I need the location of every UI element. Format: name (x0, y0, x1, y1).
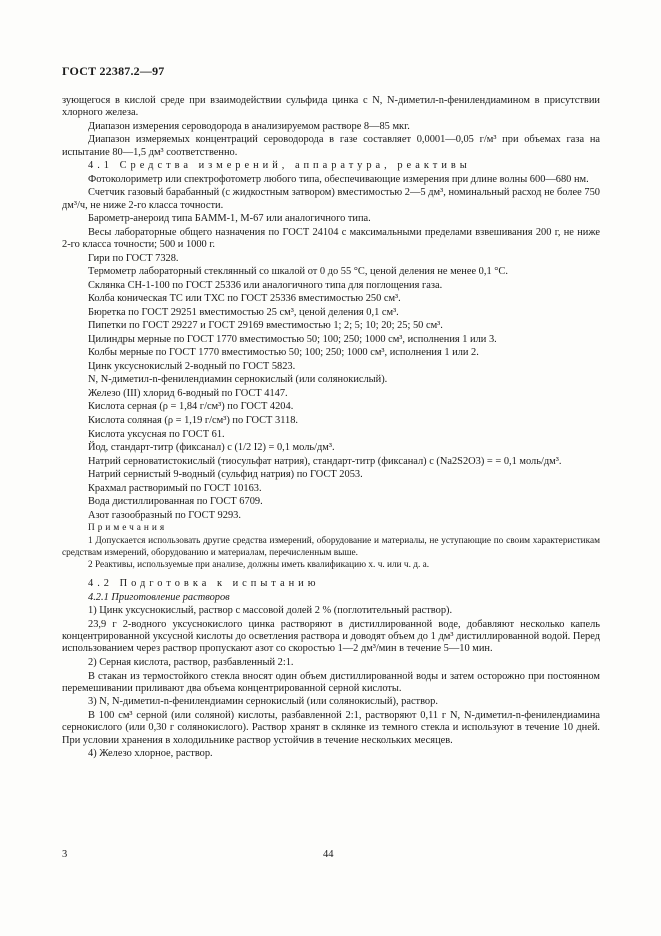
subsection-heading: 4.2.1 Приготовление растворов (88, 591, 230, 603)
paragraph: Йод, стандарт-титр (фиксанал) с (1/2 I2) = 0,1 моль/дм³. (88, 442, 335, 454)
paragraph: 1) Цинк уксуснокислый, раствор с массовой долей 2 % (поглотительный раствор). (88, 605, 453, 617)
paragraph: зующегося в кислой среде при взаимодействии сульфида цинка с N, N-диметил-n-фенилендиамином в присутствии хлорного железа. (62, 95, 600, 119)
paragraph: Склянка СН-1-100 по ГОСТ 25336 или аналогичного типа для поглощения газа. (88, 279, 443, 291)
paragraph: Счетчик газовый барабанный (с жидкостным затвором) вместимостью 2—5 дм³, номинальный расход не более 750 дм³/ч, не ниже 2-го класса точности. (62, 187, 600, 211)
paragraph: Колбы мерные по ГОСТ 1770 вместимостью 50; 100; 250; 1000 см³, исполнения 1 или 2. (88, 347, 479, 359)
document-header: ГОСТ 22387.2—97 (62, 64, 165, 78)
paragraph: 4) Железо хлорное, раствор. (88, 748, 213, 760)
paragraph: Цилиндры мерные по ГОСТ 1770 вместимостью 50; 100; 250; 1000 см³, исполнения 1 или 3. (88, 333, 497, 345)
paragraph: Железо (III) хлорид 6-водный по ГОСТ 4147. (88, 387, 288, 399)
footer-edition-mark: 3 (62, 849, 68, 860)
document-body (62, 95, 600, 762)
paragraph: Натрий серноватистокислый (тиосульфат натрия), стандарт-титр (фиксанал) с (Na2S2O3) = = 0,1 моль/дм³. (88, 455, 562, 467)
paragraph: Пипетки по ГОСТ 29227 и ГОСТ 29169 вместимостью 1; 2; 5; 10; 20; 25; 50 см³. (88, 320, 443, 332)
paragraph: В стакан из термостойкого стекла вносят один объем дистиллированной воды и затем осторожно при постоянном перемешивании приливают два объема концентрированной серной кислоты. (62, 670, 600, 694)
paragraph: Диапазон измерения сероводорода в анализируемом растворе 8—85 мкг. (88, 120, 410, 132)
paragraph: Вода дистиллированная по ГОСТ 6709. (88, 496, 263, 508)
paragraph: Цинк уксуснокислый 2-водный по ГОСТ 5823. (88, 360, 296, 372)
section-heading: 4.1 Средства измерений, аппаратура, реактивы (88, 160, 471, 172)
notes-block (62, 523, 600, 572)
paragraph: Крахмал растворимый по ГОСТ 10163. (88, 482, 262, 494)
section-heading: 4.2 Подготовка к испытанию (88, 578, 320, 590)
paragraph: Азот газообразный по ГОСТ 9293. (88, 509, 241, 521)
paragraph: Термометр лабораторный стеклянный со шкалой от 0 до 55 °С, ценой деления не менее 0,1 °С. (88, 266, 508, 278)
paragraph: Кислота серная (ρ = 1,84 г/см³) по ГОСТ 4204. (88, 401, 294, 413)
paragraph: Диапазон измеряемых концентраций сероводорода в газе составляет 0,0001—0,05 г/м³ при объемах газа на испытание 80—1,5 дм³ соответственно. (62, 134, 600, 158)
paragraph: Кислота уксусная по ГОСТ 61. (88, 428, 225, 440)
paragraph: Весы лабораторные общего назначения по ГОСТ 24104 с максимальными пределами взвешивания 200 г, не ниже 2-го класса точности; 500 и 1000 г. (62, 226, 600, 251)
paragraph: 23,9 г 2-водного уксуснокислого цинка растворяют в дистиллированной воде, добавляют несколько капель концентрированной уксусной кислоты до осветления раствора и доводят объем до 1 дм³ дистиллированной водой. Перед использованием через раствор пропускают азот со скоростью 1—2 дм³/мин в течение 5—10 мин. (62, 618, 600, 655)
paragraph: Барометр-анероид типа БАММ-1, М-67 или аналогичного типа. (88, 213, 371, 225)
note-item: 1 Допускается использовать другие средства измерений, оборудование и материалы, не уступающие по своим характеристикам средствам измерений, оборудованию и материалам, перечисленным выше. (62, 536, 600, 558)
page-number: 44 (323, 849, 334, 860)
paragraph: Бюретка по ГОСТ 29251 вместимостью 25 см³, ценой деления 0,1 см³. (88, 306, 399, 318)
paragraph: Гири по ГОСТ 7328. (88, 252, 179, 264)
paragraph: Кислота соляная (ρ = 1,19 г/см³) по ГОСТ 3118. (88, 415, 298, 426)
note-item: 2 Реактивы, используемые при анализе, должны иметь квалификацию х. ч. или ч. д. а. (88, 560, 430, 571)
paragraph: В 100 см³ серной (или соляной) кислоты, разбавленной 2:1, растворяют 0,11 г N, N-диметил-n-фенилендиамина сернокислого (или 0,30 г солянокислого). Раствор хранят в склянке из темного стекла и используют в течение 10 дней. При условии хранения в холодильнике раствор устойчив в течение нескольких месяцев. (62, 709, 600, 746)
notes-title: Примечания (88, 523, 168, 534)
paragraph: Колба коническая ТС или ТХС по ГОСТ 25336 вместимостью 250 см³. (88, 293, 401, 305)
paragraph: 2) Серная кислота, раствор, разбавленный 2:1. (88, 657, 294, 668)
paragraph: Натрий сернистый 9-водный (сульфид натрия) по ГОСТ 2053. (88, 469, 363, 481)
paragraph: N, N-диметил-n-фенилендиамин сернокислый (или солянокислый). (88, 374, 388, 386)
paragraph: 3) N, N-диметил-n-фенилендиамин сернокислый (или солянокислый), раствор. (88, 696, 438, 708)
paragraph: Фотоколориметр или спектрофотометр любого типа, обеспечивающие измерения при длине волны 600—680 нм. (88, 173, 589, 185)
